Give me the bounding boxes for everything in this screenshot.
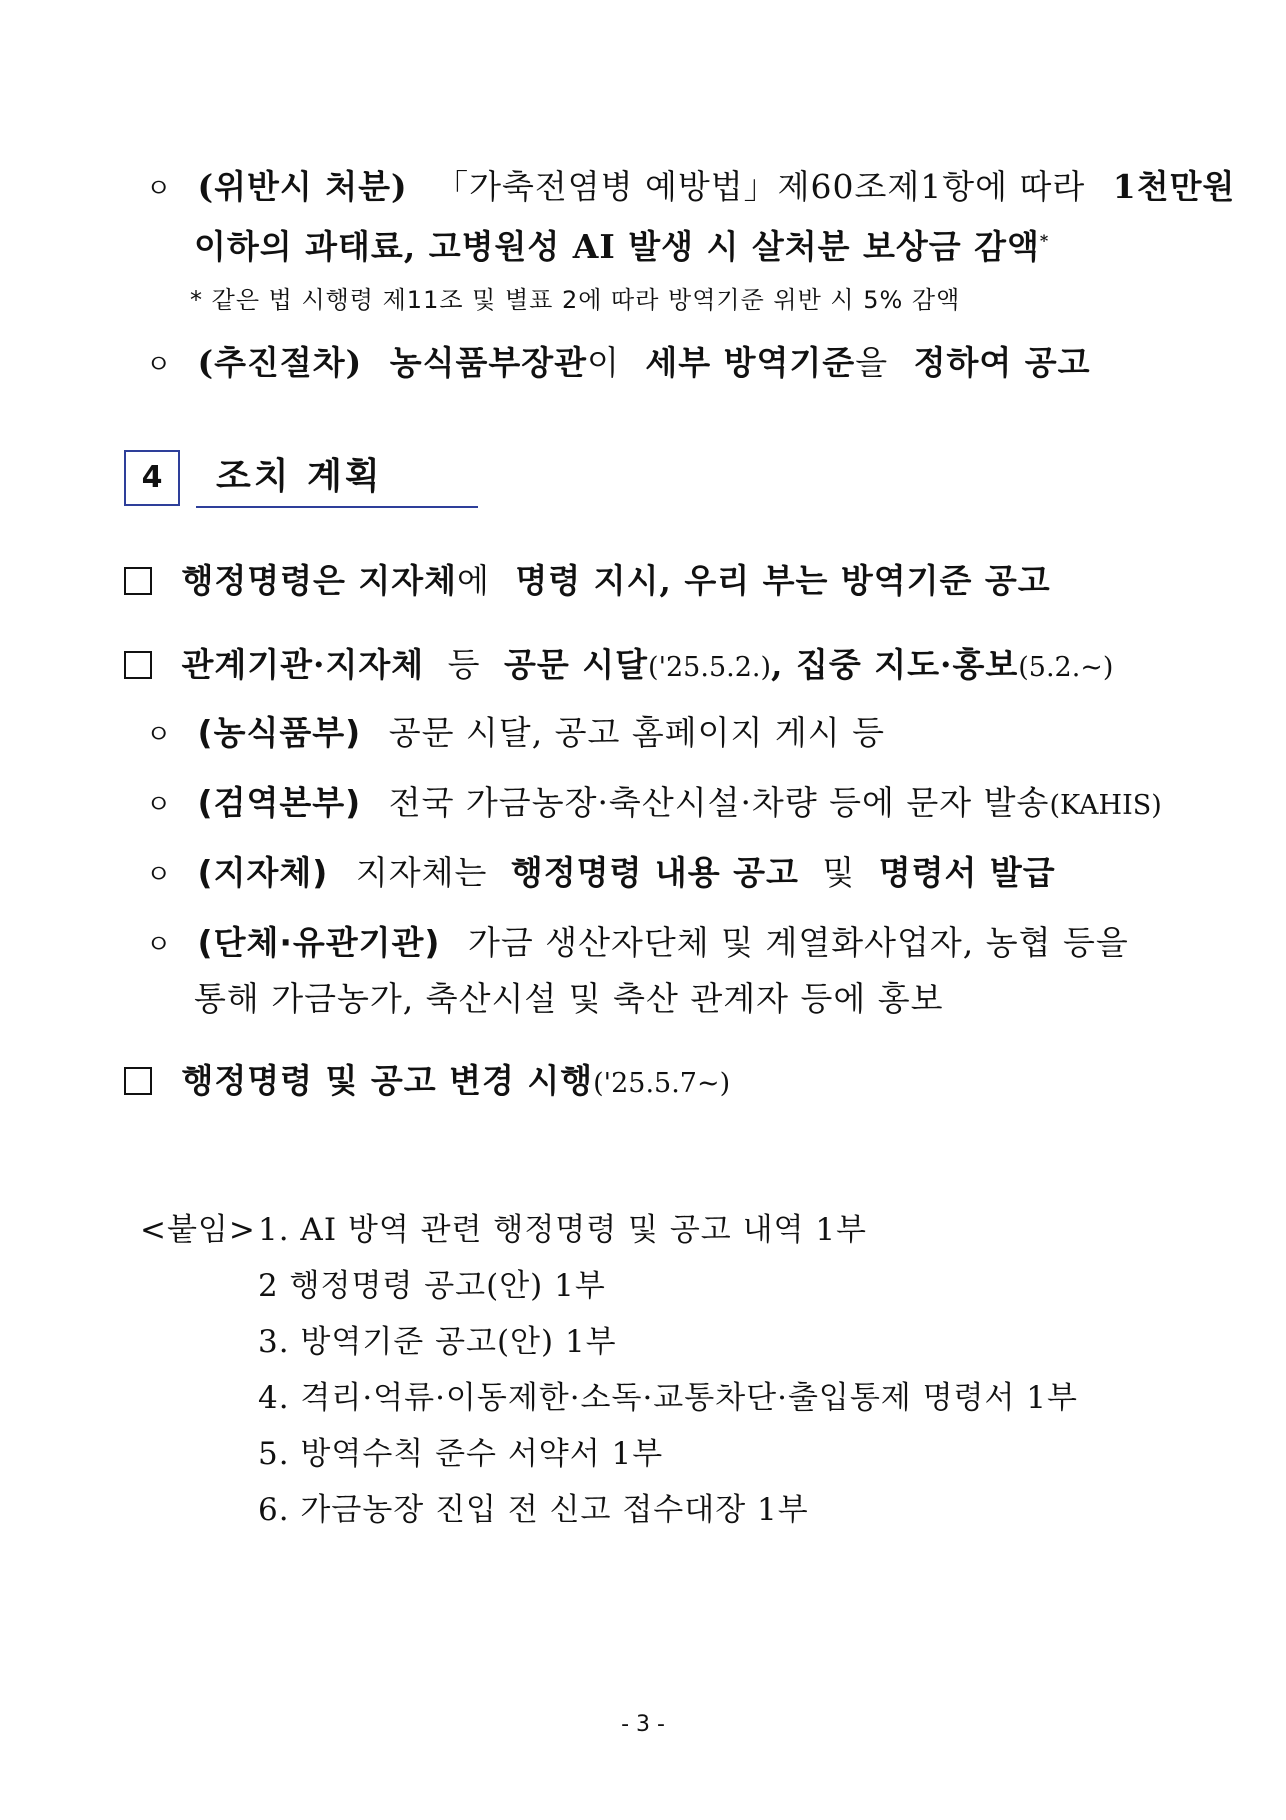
attachment-item: 2 행정명령 공고(안) 1부 <box>258 1268 606 1304</box>
section-number: 4 <box>124 450 180 506</box>
checkbox-square-icon <box>124 651 152 679</box>
attachment-item: 5. 방역수칙 준수 서약서 1부 <box>258 1436 664 1472</box>
sub-label: (지자체) <box>197 853 329 892</box>
procedure-paragraph: ㅇ (추진절차) 농식품부장관이 세부 방역기준을 정하여 공고 <box>146 340 1090 388</box>
sub-item: ㅇ (농식품부) 공문 시달, 공고 홈페이지 게시 등 <box>146 710 885 758</box>
footnote-mark: * <box>1039 231 1050 250</box>
violation-paragraph <box>146 164 1235 212</box>
checkbox-square-icon <box>124 1067 152 1095</box>
attachment-item: 3. 방역기준 공고(안) 1부 <box>258 1324 617 1360</box>
procedure-label: (추진절차) <box>197 343 363 382</box>
bullet: ㅇ <box>146 860 173 890</box>
attachment-item: 1. AI 방역 관련 행정명령 및 공고 내역 1부 <box>258 1212 868 1248</box>
attachment-label: <붙임> <box>140 1212 256 1248</box>
plan-item: 행정명령 및 공고 변경 시행('25.5.7~) <box>124 1058 730 1107</box>
violation-label: (위반시 처분) <box>197 167 408 206</box>
violation-line2: 이하의 과태료, 고병원성 AI 발생 시 살처분 보상금 감액* <box>194 227 1050 266</box>
section-title: 조치 계획 <box>196 452 478 508</box>
violation-law: 「가축전염병 예방법」제60조제1항에 따라 <box>435 167 1086 206</box>
bullet: ㅇ <box>146 720 173 750</box>
sub-label: (검역본부) <box>197 783 362 822</box>
sub-label: (농식품부) <box>197 713 362 752</box>
sub-item: ㅇ (검역본부) 전국 가금농장·축산시설·차량 등에 문자 발송(KAHIS) <box>146 780 1162 829</box>
sub-label: (단체·유관기관) <box>197 923 441 962</box>
plan-item: 관계기관·지자체 등 공문 시달('25.5.2.), 집중 지도·홍보(5.2.~) <box>124 642 1113 691</box>
attachment-item: 4. 격리·억류·이동제한·소독·교통차단·출입통제 명령서 1부 <box>258 1380 1078 1416</box>
page-number: - 3 - <box>621 1712 665 1737</box>
violation-amount: 1천만원 <box>1112 167 1236 206</box>
checkbox-square-icon <box>124 567 152 595</box>
bullet: ㅇ <box>146 350 173 380</box>
violation-footnote: * 같은 법 시행령 제11조 및 별표 2에 따라 방역기준 위반 시 5% 감액 <box>190 286 961 314</box>
sub-item: ㅇ (단체·유관기관) 가금 생산자단체 및 계열화사업자, 농협 등을 <box>146 920 1129 968</box>
bullet: ㅇ <box>146 930 173 960</box>
sub-item-continuation: 통해 가금농가, 축산시설 및 축산 관계자 등에 홍보 <box>194 979 944 1018</box>
bullet: ㅇ <box>146 790 173 820</box>
bullet: ㅇ <box>146 174 173 204</box>
attachment-item: 6. 가금농장 진입 전 신고 접수대장 1부 <box>258 1492 809 1528</box>
plan-item: 행정명령은 지자체에 명령 지시, 우리 부는 방역기준 공고 <box>124 558 1051 604</box>
sub-item: ㅇ (지자체) 지자체는 행정명령 내용 공고 및 명령서 발급 <box>146 850 1056 898</box>
